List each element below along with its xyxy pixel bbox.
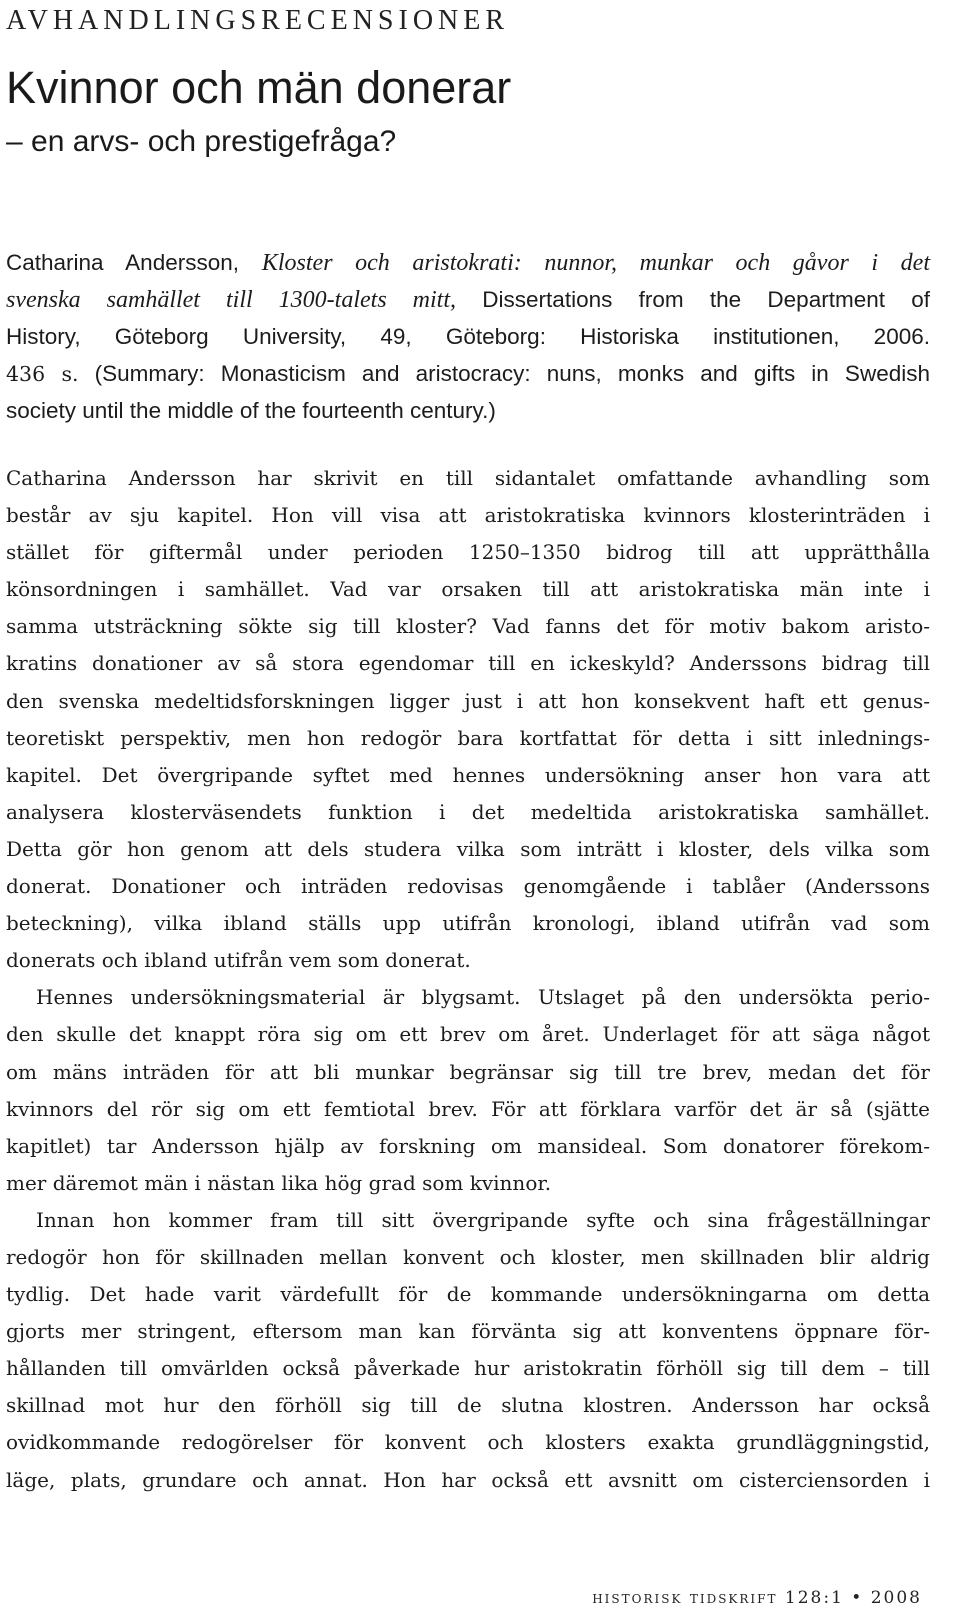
reference-line: Catharina Andersson, Kloster och aristokrati: nunnor, munkar och gåvor i det — [6, 250, 930, 276]
reference-line: 436 s. (Summary: Monasticism and aristocracy: nuns, monks and gifts in Swedish — [6, 361, 930, 386]
body-line: Hennes undersökningsmaterial är blygsamt. Utslaget på den undersökta perio- — [36, 985, 930, 1010]
body-line: beteckning), vilka ibland ställs upp utifrån kronologi, ibland utifrån vad som — [6, 911, 930, 936]
body-line: skillnad mot hur den förhöll sig till de slutna klostren. Andersson har också — [6, 1393, 930, 1418]
review-subtitle: – en arvs- och prestigefråga? — [6, 125, 397, 158]
body-line: kvinnors del rör sig om ett femtiotal brev. För att förklara varför det är så (sjätte — [6, 1096, 930, 1121]
body-line: könsordningen i samhället. Vad var orsaken till att aristokratiska män inte i — [6, 577, 930, 602]
review-body — [6, 460, 930, 1499]
body-line: teoretiskt perspektiv, men hon redogör bara kortfattat för detta i sitt inlednings- — [6, 725, 930, 750]
section-label: AVHANDLINGSRECENSIONER — [6, 5, 510, 36]
body-line: kapitel. Det övergripande syftet med hennes undersökning anser hon vara att — [6, 762, 930, 787]
reference-line: svenska samhället till 1300-talets mitt, Dissertations from the Department of — [6, 287, 930, 313]
review-title: Kvinnor och män donerar — [6, 62, 512, 113]
bibliographic-reference — [6, 244, 930, 429]
body-line: kapitlet) tar Andersson hjälp av forskning om mansideal. Som donatorer förekom- — [6, 1133, 930, 1158]
body-line: läge, plats, grundare och annat. Hon har också ett avsnitt om cisterciensorden i — [6, 1467, 930, 1492]
body-line: den svenska medeltidsforskningen ligger just i att hon konsekvent haft ett genus- — [6, 688, 930, 713]
body-line: Innan hon kommer fram till sitt övergripande syfte och sina frågeställningar — [36, 1207, 930, 1232]
body-line: tydlig. Det hade varit värdefullt för de kommande undersökningarna om detta — [6, 1282, 930, 1307]
body-line: ovidkommande redogörelser för konvent och klosters exakta grundläggningstid, — [6, 1430, 930, 1455]
journal-page — [6, 0, 930, 1623]
body-line: Detta gör hon genom att dels studera vilka som inträtt i kloster, dels vilka som — [6, 836, 930, 861]
page-footer: historisk tidskrift 128:1 • 2008 — [592, 1588, 922, 1608]
body-line: gjorts mer stringent, eftersom man kan förvänta sig att konventens öppnare för- — [6, 1319, 930, 1344]
body-line: samma utsträckning sökte sig till kloster? Vad fanns det för motiv bakom aristo- — [6, 614, 930, 639]
reference-line: society until the middle of the fourteenth century.) — [6, 398, 496, 423]
body-line: Catharina Andersson har skrivit en till sidantalet omfattande avhandling som — [6, 466, 930, 490]
body-line: hållanden till omvärlden också påverkade hur aristokratin förhöll sig till dem – till — [6, 1356, 930, 1381]
body-line: om mäns inträden för att bli munkar begränsar sig till tre brev, medan det för — [6, 1059, 930, 1084]
body-line: mer däremot män i nästan lika hög grad som kvinnor. — [6, 1170, 552, 1195]
body-line: består av sju kapitel. Hon vill visa att aristokratiska kvinnors klosterinträden i — [6, 503, 930, 528]
body-line: stället för giftermål under perioden 1250–1350 bidrog till att upprätthålla — [6, 540, 930, 565]
body-line: redogör hon för skillnaden mellan konvent och kloster, men skillnaden blir aldrig — [6, 1244, 930, 1269]
body-line: donerat. Donationer och inträden redovisas genomgående i tablåer (Anderssons — [6, 874, 930, 899]
body-line: den skulle det knappt röra sig om ett brev om året. Underlaget för att säga något — [6, 1022, 930, 1047]
body-line: donerats och ibland utifrån vem som donerat. — [6, 948, 471, 973]
body-line: analysera klosterväsendets funktion i det medeltida aristokratiska samhället. — [6, 799, 930, 824]
reference-line: History, Göteborg University, 49, Göteborg: Historiska institutionen, 2006. — [6, 324, 930, 349]
body-line: kratins donationer av så stora egendomar till en ickeskyld? Anderssons bidrag till — [6, 651, 930, 676]
